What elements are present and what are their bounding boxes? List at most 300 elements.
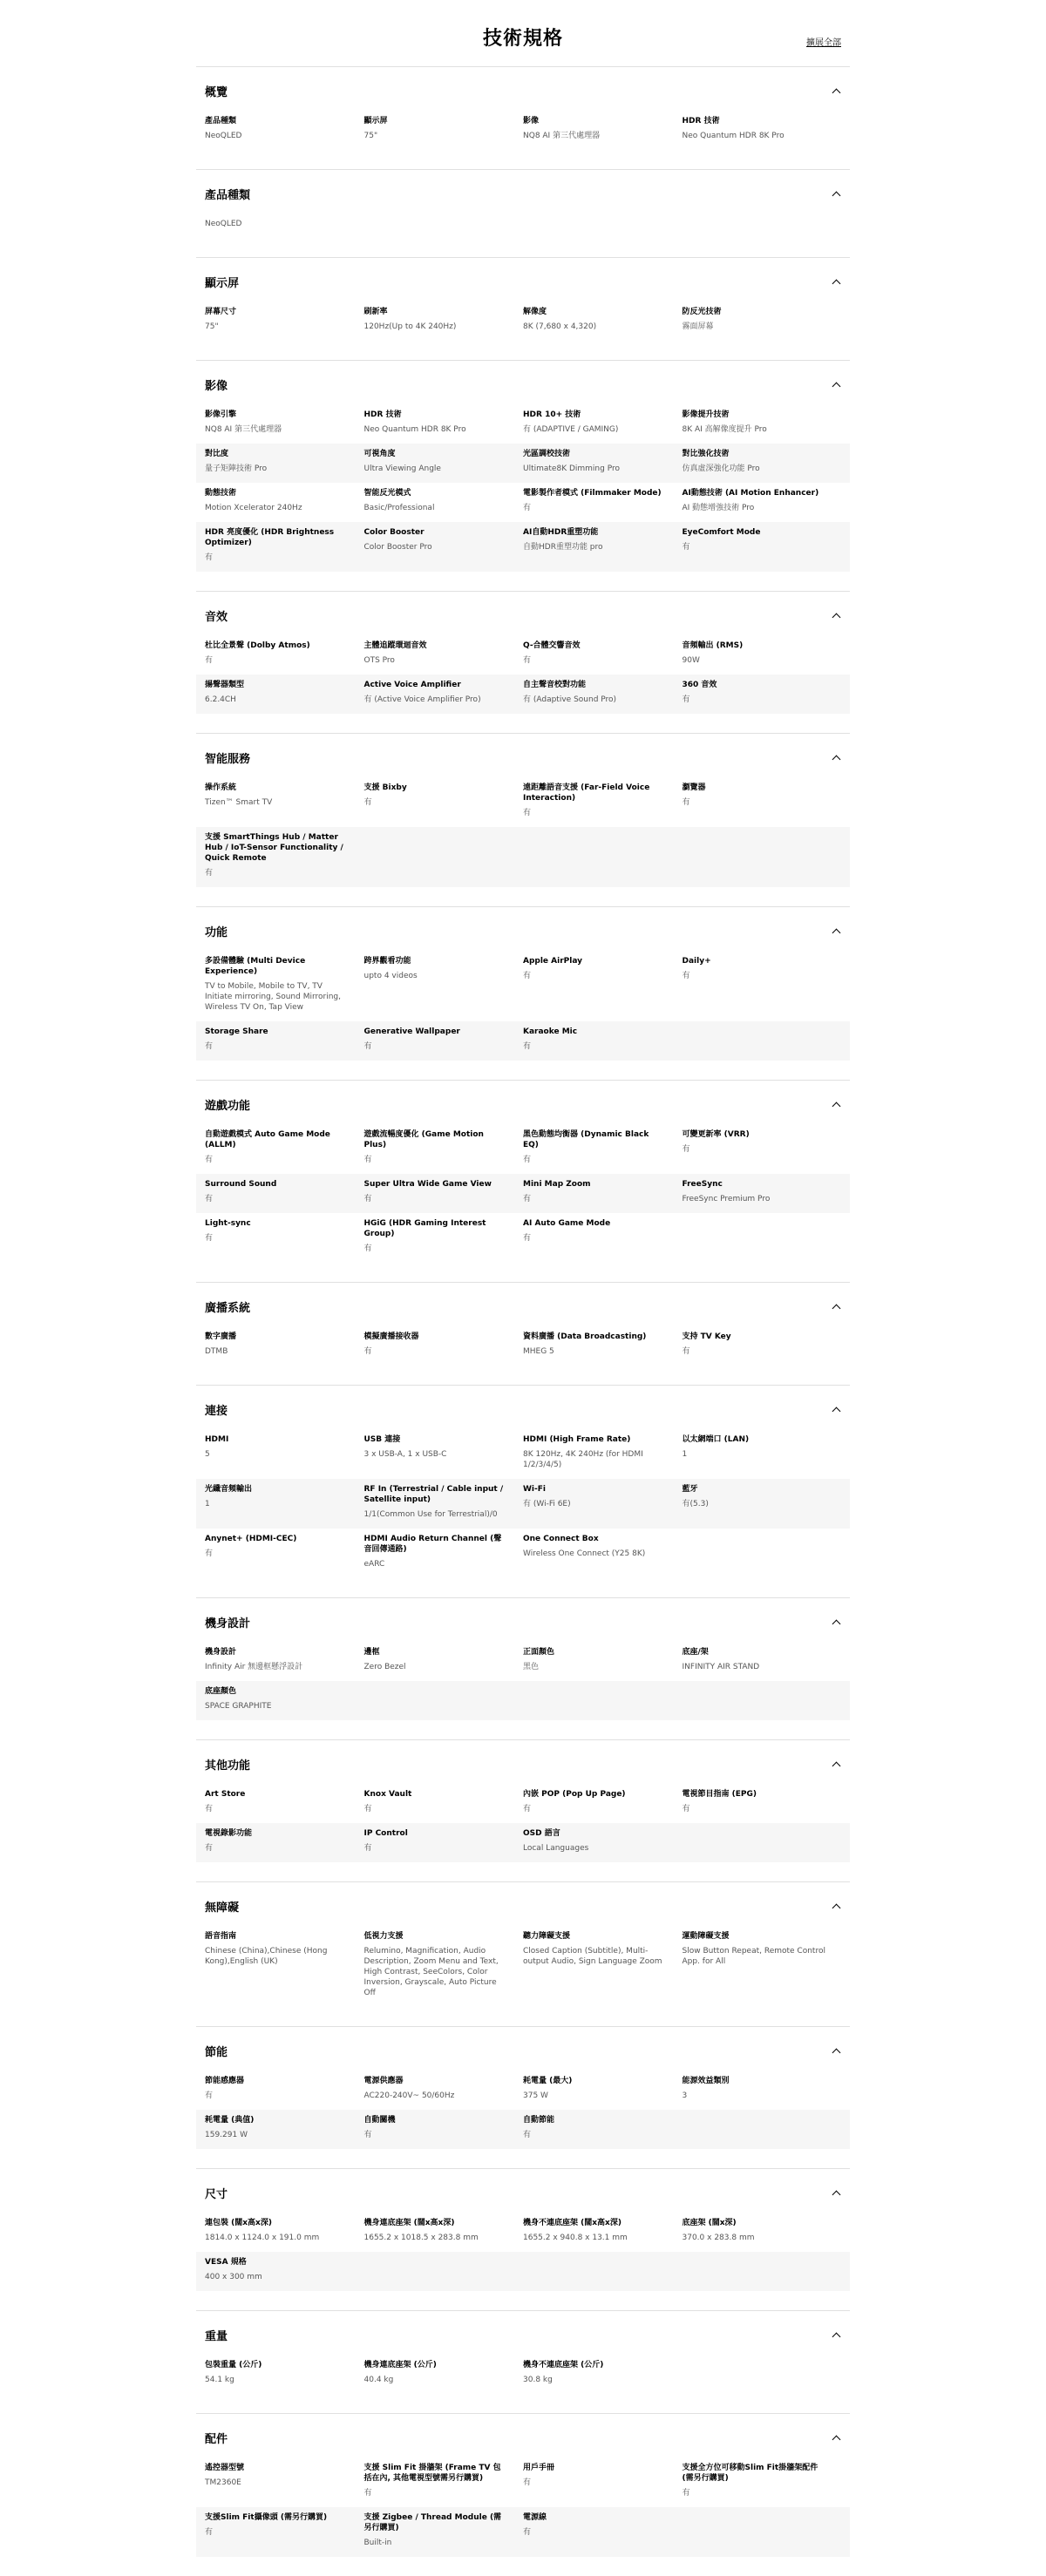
spec-label: 光纖音頻輸出 [205,1485,253,1494]
spec-row [196,1213,850,1263]
section-header[interactable] [196,272,850,291]
spec-item [683,410,842,435]
section-title: 智能服務 [205,752,251,766]
spec-value: 有 [363,1042,372,1051]
spec-section [196,1385,850,1597]
spec-row [196,1784,850,1823]
spec-value: 400 x 300 mm [205,2273,262,2281]
spec-value: 30.8 kg [523,2376,553,2384]
spec-value: 有 [682,1805,690,1813]
spec-row [196,1681,850,1720]
spec-value: 有 [523,1195,532,1203]
spec-item [364,449,524,474]
spec-label: 音頻輸出 (RMS) [682,641,744,650]
spec-value: DTMB [205,1347,228,1356]
spec-value: MHEG 5 [523,1347,554,1356]
spec-label: HDMI Audio Return Channel (聲音回傳通路) [363,1535,502,1554]
spec-section [196,906,850,1080]
spec-item [523,783,683,818]
spec-value: Color Booster Pro [363,543,432,552]
spec-label: 內嵌 POP (Pop Up Page) [523,1790,626,1799]
spec-label: 電影製作者模式 (Filmmaker Mode) [523,489,662,498]
spec-label: 動態技術 [205,489,237,498]
spec-item [205,2360,364,2385]
chevron-up-icon[interactable] [831,1099,841,1109]
chevron-up-icon[interactable] [831,752,841,763]
section-header[interactable] [196,2041,850,2060]
spec-value: SPACE GRAPHITE [205,1702,272,1711]
spec-value: 有 [205,1234,214,1243]
spec-section [196,257,850,360]
chevron-up-icon[interactable] [831,2432,841,2443]
spec-value: 有 [682,2489,690,2498]
spec-label: 屏幕尺寸 [205,308,237,316]
spec-label: 黑色動態均衡器 (Dynamic Black EQ) [523,1130,649,1149]
spec-item [205,1434,364,1470]
spec-value: 有 [682,1145,690,1154]
spec-value: 有 [523,2478,532,2487]
spec-value: 有 [523,1156,532,1164]
spec-section [196,1080,850,1282]
spec-item [364,1647,524,1672]
spec-item [683,1179,842,1204]
spec-value: 有 [523,2131,532,2139]
section-header[interactable] [196,184,850,203]
spec-value: NQ8 AI 第三代處理器 [205,425,282,434]
spec-label: 對比強化技術 [682,450,730,458]
chevron-up-icon[interactable] [831,610,841,620]
chevron-up-icon[interactable] [831,1759,841,1769]
spec-section [196,1597,850,1739]
spec-label: 光區調校技術 [523,450,571,458]
section-title: 遊戲功能 [205,1099,251,1113]
spec-label: 資料廣播 (Data Broadcasting) [523,1332,647,1341]
section-title: 重量 [205,2329,228,2343]
spec-value: Relumino, Magnification, Audio Description, Zoom Menu and Text, High Contrast, SeeColors, Color Inversion, Grayscale, Auto Picture Off [363,1947,499,1997]
spec-item [523,680,683,705]
spec-row [196,483,850,522]
spec-row [196,2071,850,2110]
spec-value: 有 [363,1347,372,1356]
spec-label: 支援Slim Fit攝像頭 (需另行購買) [205,2513,328,2522]
spec-label: 支援全方位可移動Slim Fit掛牆架配件 (需另行購買) [682,2464,818,2483]
section-title: 顯示屏 [205,276,240,290]
spec-label: Daily+ [682,957,711,966]
spec-label: 主體追蹤環迴音效 [363,641,427,650]
spec-value: 370.0 x 283.8 mm [682,2234,755,2242]
spec-label: 跨界觀看功能 [363,957,411,966]
spec-row [196,111,850,150]
spec-item [205,1218,364,1254]
spec-label: 機身連底座架 (公斤) [363,2361,437,2369]
spec-label: 支援 Zigbee / Thread Module (需另行購買) [363,2513,502,2532]
spec-value: 75" [363,132,378,140]
spec-item [364,1218,524,1254]
section-header[interactable] [196,1612,850,1631]
spec-value: 1 [205,1500,210,1508]
spec-label: HGiG (HDR Gaming Interest Group) [363,1219,486,1238]
section-header[interactable] [196,375,850,394]
spec-label: 瀏覽器 [682,783,706,792]
spec-label: 低視力支援 [363,1932,404,1941]
spec-row [196,1429,850,1479]
spec-value: 8K 120Hz, 4K 240Hz (for HDMI 1/2/3/4/5) [523,1450,643,1469]
spec-item [205,783,364,818]
spec-value: 有(5.3) [682,1500,709,1508]
spec-label: Knox Vault [363,1790,412,1799]
spec-item [683,2218,842,2243]
spec-row [196,2507,850,2557]
chevron-up-icon[interactable] [831,2045,841,2056]
spec-sections [196,66,850,2576]
spec-label: Generative Wallpaper [363,1027,460,1036]
spec-label: AI Auto Game Mode [523,1219,611,1228]
spec-value: 自動HDR重塑功能 pro [523,543,603,552]
spec-value: Motion Xcelerator 240Hz [205,504,302,512]
spec-item [364,1484,524,1520]
spec-item [523,410,683,435]
spec-value: 159.291 W [205,2131,248,2139]
spec-section [196,1282,850,1385]
spec-label: 電源線 [523,2513,547,2522]
spec-label: 機身連底座架 (闊x高x深) [363,2219,455,2227]
spec-value: 有 [523,1234,532,1243]
spec-item [364,2512,524,2548]
spec-value: upto 4 videos [363,972,418,980]
spec-label: HDR 10+ 技術 [523,410,581,419]
spec-label: 支援 Slim Fit 掛牆架 (Frame TV 包括在內, 其他電視型號需另行購買) [363,2464,501,2483]
spec-label: Q-合體交響音效 [523,641,581,650]
spec-value: 仿真虛深強化功能 Pro [682,464,760,473]
chevron-up-icon[interactable] [831,2187,841,2198]
spec-item [205,1789,364,1814]
spec-item [364,488,524,513]
section-header[interactable] [196,606,850,625]
spec-label: AI自動HDR重塑功能 [523,528,599,537]
spec-label: HDMI (High Frame Rate) [523,1435,631,1444]
spec-label: 連包裝 (闊x高x深) [205,2219,272,2227]
spec-label: 杜比全景聲 (Dolby Atmos) [205,641,310,650]
spec-value: 有 [363,798,372,807]
spec-item [364,2360,524,2385]
spec-item [683,1129,842,1165]
spec-value: 3 [682,2091,688,2100]
spec-row [196,404,850,444]
spec-value: NeoQLED [205,132,242,140]
spec-label: USB 連接 [363,1435,401,1444]
spec-row [196,2110,850,2149]
spec-label: 正面顏色 [523,1648,555,1657]
spec-value: Neo Quantum HDR 8K Pro [682,132,784,140]
spec-item [364,680,524,705]
spec-label: HDR 技術 [682,117,720,125]
spec-item [205,116,364,141]
spec-value: 黑色 [523,1663,540,1671]
spec-value: 120Hz(Up to 4K 240Hz) [363,322,457,331]
spec-label: 遊戲流暢度優化 (Game Motion Plus) [363,1130,484,1149]
spec-value: 有 [363,2131,372,2139]
chevron-up-icon[interactable] [831,1617,841,1627]
spec-label: HDR 技術 [363,410,402,419]
spec-label: Surround Sound [205,1180,277,1189]
spec-value: 有 [205,1549,214,1558]
spec-section [196,1881,850,2026]
spec-item [364,1434,524,1470]
spec-item [205,1828,364,1854]
section-header[interactable] [196,81,850,100]
spec-value: 6.2.4CH [205,695,236,704]
spec-label: Light-sync [205,1219,251,1228]
chevron-up-icon[interactable] [831,85,841,96]
spec-item [205,1686,364,1712]
spec-item [364,641,524,666]
spec-item [364,307,524,332]
spec-value: 1655.2 x 940.8 x 13.1 mm [523,2234,628,2242]
spec-value: OTS Pro [363,656,395,665]
spec-item [205,2218,364,2243]
section-header[interactable] [196,1754,850,1773]
spec-label: Anynet+ (HDMI-CEC) [205,1535,297,1543]
section-header[interactable] [196,2428,850,2447]
spec-item [523,1027,683,1052]
spec-item [683,449,842,474]
spec-item [205,1179,364,1204]
spec-item [683,1647,842,1672]
spec-item [364,783,524,818]
spec-item [683,680,842,705]
spec-value: 40.4 kg [363,2376,394,2384]
spec-label: 底座/架 [682,1648,709,1657]
spec-value: 75" [205,322,219,331]
spec-label: 機身設計 [205,1648,237,1657]
spec-label: 用戶手冊 [523,2464,555,2472]
spec-label: Active Voice Amplifier [363,681,461,689]
spec-label: 邊框 [363,1648,380,1657]
spec-label: Color Booster [363,528,425,537]
spec-value: Zero Bezel [363,1663,406,1671]
spec-row [196,2213,850,2252]
spec-value: Basic/Professional [363,504,435,512]
spec-item [205,1332,364,1357]
spec-value: 1814.0 x 1124.0 x 191.0 mm [205,2234,320,2242]
spec-value: 有 [682,798,690,807]
spec-label: 揚聲器類型 [205,681,245,689]
spec-label: 智能反光模式 [363,489,411,498]
spec-value: 有 [682,1347,690,1356]
spec-value: 有 [682,543,690,552]
spec-value: TV to Mobile, Mobile to TV, TV Initiate mirroring, Sound Mirroring, Wireless TV On, Tap View [205,982,341,1012]
spec-item [523,2218,683,2243]
spec-label: 電視節目指南 (EPG) [682,1790,757,1799]
spec-item [683,1434,842,1470]
spec-label: 耗電量 (最大) [523,2077,573,2085]
section-title: 功能 [205,925,228,939]
spec-item [523,488,683,513]
spec-value: 有 [205,656,214,665]
spec-label: 對比度 [205,450,229,458]
spec-row [196,1326,850,1366]
section-header[interactable] [196,1400,850,1419]
section-header[interactable] [196,2325,850,2344]
spec-item [205,488,364,513]
spec-item [205,1647,364,1672]
spec-label: 影像提升技術 [682,410,730,419]
spec-value: 有 [682,695,690,704]
spec-label: 以太網端口 (LAN) [682,1435,750,1444]
spec-label: 產品種類 [205,117,237,125]
section-header[interactable] [196,1095,850,1114]
spec-value: 有 [205,553,214,562]
spec-row [196,1174,850,1213]
spec-item [523,449,683,474]
section-title: 產品種類 [205,188,251,202]
spec-item [683,783,842,818]
spec-row [196,1926,850,2007]
spec-value: 有 (Wi-Fi 6E) [523,1500,571,1508]
spec-item [683,116,842,141]
chevron-up-icon[interactable] [831,1301,841,1312]
spec-value: Neo Quantum HDR 8K Pro [363,425,466,434]
spec-value: 有 [523,1805,532,1813]
spec-value: Closed Caption (Subtitle), Multi-output Audio, Sign Language Zoom [523,1947,662,1966]
spec-label: 模擬廣播接收器 [363,1332,419,1341]
spec-label: 自主聲音校對功能 [523,681,587,689]
spec-row [196,1021,850,1061]
spec-value: 有 [523,809,532,817]
spec-value: Local Languages [523,1844,589,1853]
chevron-up-icon[interactable] [831,1901,841,1911]
spec-section [196,66,850,169]
spec-item [683,488,842,513]
chevron-up-icon[interactable] [831,188,841,199]
section-title: 音效 [205,610,228,624]
section-header[interactable] [196,921,850,940]
spec-row [196,1479,850,1529]
spec-item [364,2115,524,2140]
section-title: 連接 [205,1404,228,1418]
spec-section [196,1739,850,1881]
spec-value: 有 [523,1042,532,1051]
spec-item [683,1484,842,1520]
spec-item [205,832,364,878]
spec-item [364,1534,524,1569]
chevron-up-icon[interactable] [831,276,841,287]
spec-item [205,2076,364,2101]
spec-label: 顯示屏 [363,117,388,125]
spec-value: Infinity Air 無邊框懸浮設計 [205,1663,303,1671]
spec-item [205,1534,364,1569]
spec-item [523,1534,683,1569]
spec-value: 8K (7,680 x 4,320) [523,322,597,331]
spec-row [196,2355,850,2394]
spec-label: Apple AirPlay [523,957,583,966]
spec-label: 電視錄影功能 [205,1829,253,1838]
spec-label: 自動遊戲模式 Auto Game Mode (ALLM) [205,1130,330,1149]
spec-item [205,2512,364,2548]
spec-value: Ultimate8K Dimming Pro [523,464,620,473]
section-title: 節能 [205,2045,228,2059]
spec-label: HDR 亮度優化 (HDR Brightness Optimizer) [205,528,335,547]
spec-row [196,1642,850,1681]
spec-label: 包裝重量 (公斤) [205,2361,262,2369]
spec-value: 有 [363,1244,372,1253]
spec-label: HDMI [205,1435,229,1444]
spec-item [364,410,524,435]
spec-item [683,527,842,563]
spec-label: 節能感應器 [205,2077,245,2085]
spec-label: 遠距離語音支援 (Far-Field Voice Interaction) [523,783,650,803]
spec-value: FreeSync Premium Pro [682,1195,771,1203]
spec-item [523,2463,683,2498]
spec-item [364,2076,524,2101]
spec-row [196,777,850,827]
spec-item [523,1218,683,1254]
spec-item [683,641,842,666]
chevron-up-icon[interactable] [831,1404,841,1414]
spec-item [364,1027,524,1052]
spec-value: AI 動態增強技術 Pro [682,504,755,512]
spec-row [196,827,850,887]
section-header[interactable] [196,1297,850,1316]
spec-value: Slow Button Repeat, Remote Control App. for All [682,1947,825,1966]
chevron-up-icon[interactable] [831,379,841,390]
spec-label: 自動節能 [523,2116,555,2125]
section-header[interactable] [196,2183,850,2202]
spec-section [196,591,850,733]
spec-row [196,444,850,483]
spec-label: FreeSync [682,1180,723,1189]
spec-section [196,2026,850,2168]
spec-item [205,1027,364,1052]
spec-value: INFINITY AIR STAND [682,1663,760,1671]
spec-label: Karaoke Mic [523,1027,578,1036]
section-title: 尺寸 [205,2187,228,2201]
spec-row [196,1529,850,1578]
spec-value: 5 [205,1450,210,1459]
spec-item [364,116,524,141]
spec-item [523,1931,683,1998]
spec-section [196,169,850,257]
spec-item [523,956,683,1013]
spec-label: 遙控器型號 [205,2464,245,2472]
spec-value: eARC [363,1560,385,1569]
spec-row [196,522,850,572]
spec-label: 藍牙 [682,1485,698,1494]
spec-item [364,1828,524,1854]
spec-value: 有 [523,2528,532,2537]
spec-row [196,1823,850,1862]
section-title: 配件 [205,2432,228,2446]
spec-item [205,1129,364,1165]
spec-label: 語音指南 [205,1932,237,1941]
section-header[interactable] [196,1896,850,1915]
spec-label: 數字廣播 [205,1332,237,1341]
spec-value: 有 [205,1195,214,1203]
section-header[interactable] [196,748,850,767]
spec-item [205,219,364,229]
spec-value: 3 x USB-A, 1 x USB-C [363,1450,447,1459]
chevron-up-icon[interactable] [831,2329,841,2340]
chevron-up-icon[interactable] [831,925,841,936]
spec-value: 有 [205,2528,214,2537]
spec-item [205,1931,364,1998]
spec-item [364,1931,524,1998]
spec-label: EyeComfort Mode [682,528,761,537]
spec-item [683,307,842,332]
expand-all-link[interactable]: 擴展全部 [806,38,841,48]
spec-value: 有 (Adaptive Sound Pro) [523,695,617,704]
spec-value: 有 [205,869,214,878]
